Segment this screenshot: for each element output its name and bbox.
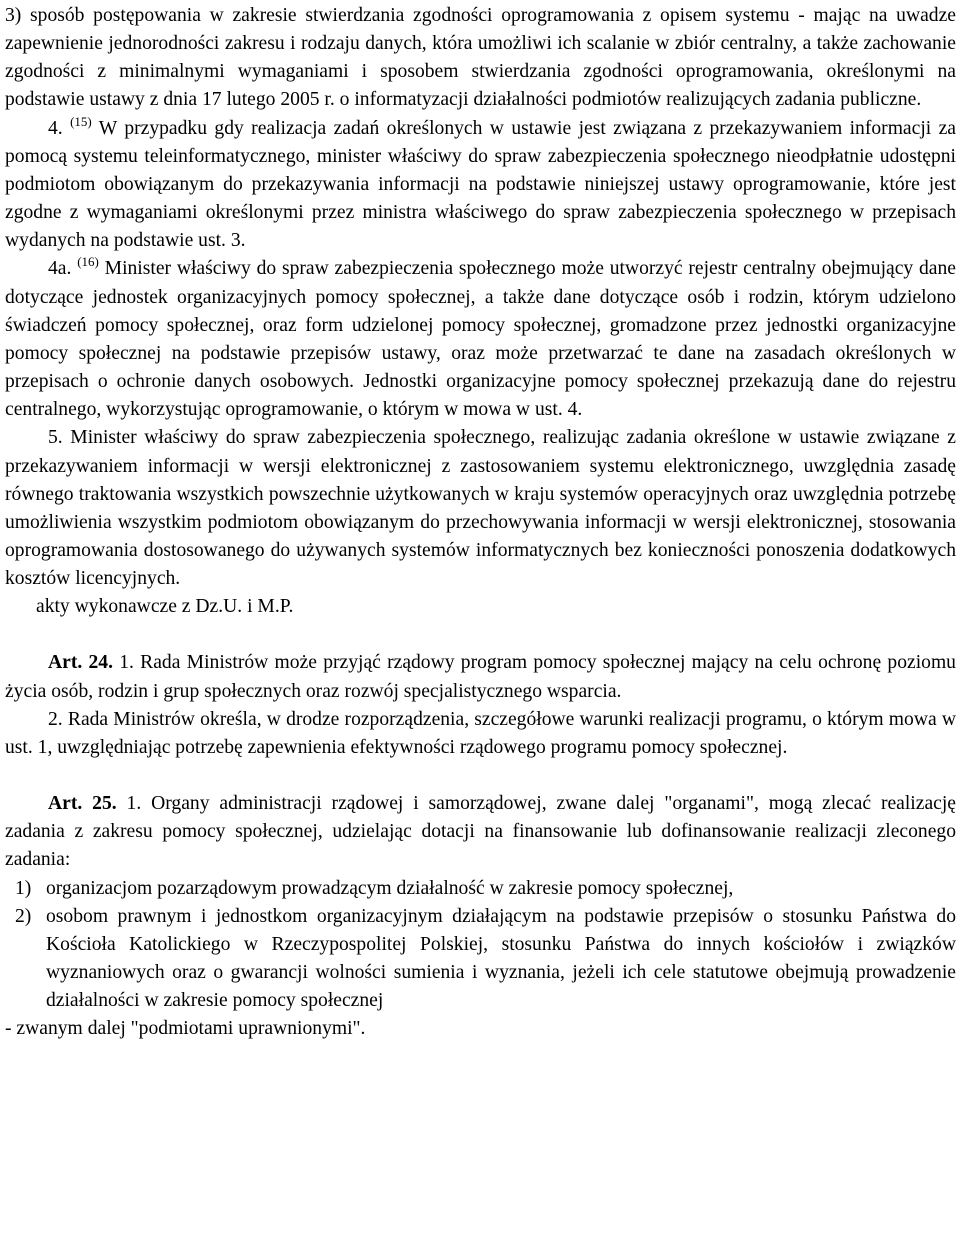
art-25-label: Art. 25. [48,793,117,815]
art-25-closing: - zwanym dalej "podmiotami uprawnionymi". [5,1018,366,1040]
art-25-ust-1-number: 1. [126,793,142,815]
item-3-text: sposób postępowania w zakresie stwierdzania zgodności oprogramowania z opisem systemu - mając na uwadze zapewnienie jednorodności zakresu i rodzaju danych, która umożliwi ich scalanie w zbiór centralny, a także zachowanie zgodności z minimalnymi wymaganiami i sposobem stwierdzania zgodności oprogramowania, określonymi na podstawie ustawy z dnia 17 lutego 2005 r. o informatyzacji działalności podmiotów realizujących zadania publiczne. [5,5,956,111]
art-25-point-1 [5,875,956,903]
art-25-ust-1-text: Organy administracji rządowej i samorządowej, zwane dalej "organami", mogą zlecać realizację zadania z zakresu pomocy społecznej, udzielając dotacji na finansowanie lub dofinansowanie realizacji zleconego zadania: [5,793,956,871]
document-page [5,2,956,1043]
ust-4 [5,115,956,256]
footnote-ref-16: (16) [77,254,99,270]
ust-5 [5,424,956,593]
ust-5-text: Minister właściwy do spraw zabezpieczenia społecznego, realizując zadania określone w ustawie związane z przekazywaniem informacji w wersji elektronicznej z zastosowaniem systemu elektronicznego, uwzględnia zasadę równego traktowania wszystkich powszechnie użytkowanych w kraju systemów operacyjnych oraz uwzględnia potrzebę umożliwienia wszystkim podmiotom obowiązanym do przechowywania informacji w wersji elektronicznej, stosowania oprogramowania dostosowanego do używanych systemów informatycznych bez konieczności ponoszenia dodatkowych kosztów licencyjnych. [5,427,956,590]
ust-4a-number: 4a. [48,258,72,280]
art-24-ust-1 [5,649,956,705]
footnote-ref-15: (15) [70,113,92,129]
art-25-ust-1 [5,790,956,874]
acts-note: akty wykonawcze z Dz.U. i M.P. [36,596,294,618]
art-25-point-1-number: 1) [15,877,32,899]
ust-4a [5,255,956,424]
spacer [5,762,956,790]
ust-4a-text: Minister właściwy do spraw zabezpieczenia społecznego może utworzyć rejestr centralny obejmujący dane dotyczące jednostek organizacyjnych pomocy społecznej, a także dane dotyczące osób i rodzin, którym udzielono świadczeń pomocy społecznej, oraz form udzielonej pomocy społecznej, gromadzone przez jednostki organizacyjne pomocy społecznej na podstawie przepisów ustawy, oraz może przetwarzać te dane na zasadach określonych w przepisach o ochronie danych osobowych. Jednostki organizacyjne pomocy społecznej przekazują dane do rejestru centralnego, wykorzystując oprogramowanie, o którym w mowa w ust. 4. [5,258,956,421]
art-24-label: Art. 24. [48,652,113,674]
art-25-point-2-number: 2) [15,905,32,927]
ust-4-text: W przypadku gdy realizacja zadań określonych w ustawie jest związana z przekazywaniem informacji za pomocą systemu teleinformatycznego, minister właściwy do spraw zabezpieczenia społecznego nieodpłatnie udostępni podmiotom obowiązanym do przekazywania informacji na podstawie niniejszej ustawy oprogramowanie, które jest zgodne z wymaganiami określonymi przez ministra właściwego do spraw zabezpieczenia społecznego w przepisach wydanych na podstawie ust. 3. [5,117,956,252]
item-3 [5,2,956,115]
art-25-point-2-text: osobom prawnym i jednostkom organizacyjnym działającym na podstawie przepisów o stosunku Państwa do Kościoła Katolickiego w Rzeczypospolitej Polskiej, stosunku Państwa do innych kościołów i związków wyznaniowych oraz o gwarancji wolności sumienia i wyznania, jeżeli ich cele statutowe obejmują prowadzenie działalności w zakresie pomocy społecznej [46,905,956,1012]
ust-4-number: 4. [48,117,63,139]
art-24-ust-2-text: Rada Ministrów określa, w drodze rozporządzenia, szczegółowe warunki realizacji programu, o którym mowa w ust. 1, uwzględniając potrzebę zapewnienia efektywności rządowego programu pomocy społecznej. [5,708,956,758]
art-25-point-2 [5,903,956,1016]
art-24-ust-2-number: 2. [48,708,63,730]
art-25-point-1-text: organizacjom pozarządowym prowadzącym działalność w zakresie pomocy społecznej, [46,877,734,899]
item-3-number: 3) [5,5,22,26]
art-24-ust-1-text: Rada Ministrów może przyjąć rządowy program pomocy społecznej mający na celu ochronę poziomu życia osób, rodzin i grup społecznych oraz rozwój specjalistycznego wsparcia. [5,652,956,702]
spacer [5,621,956,649]
ust-5-number: 5. [48,427,63,449]
art-24-ust-2 [5,706,956,762]
art-24-ust-1-number: 1. [119,652,134,674]
